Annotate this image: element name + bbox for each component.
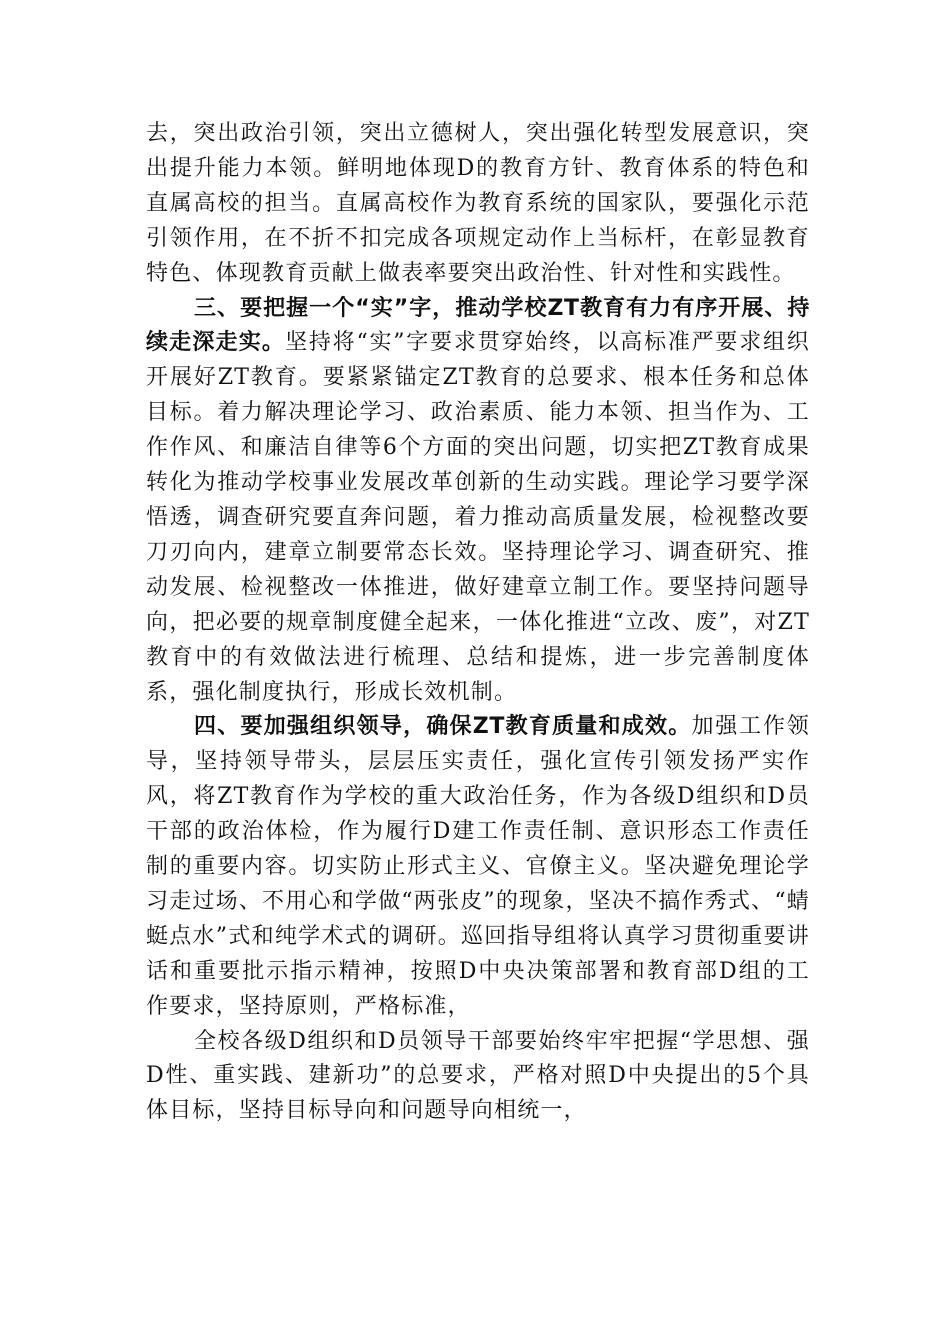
section-four-paragraph: [146, 710, 810, 1024]
closing-paragraph: [146, 1025, 810, 1130]
paragraph-continuation: [146, 117, 810, 292]
section-three-paragraph: [146, 292, 810, 711]
document-page: [146, 117, 810, 1129]
paragraph-body: 去，突出政治引领，突出立德树人，突出强化转型发展意识，突出提升能力本领。鲜明地体现D的教育方针、教育体系的特色和直属高校的担当。直属高校作为教育系统的国家队，要强化示范引领作用，在不折不扣完成各项规定动作上当标杆，在彰显教育特色、体现教育贡献上做表率要突出政治性、针对性和实践性。: [146, 121, 810, 286]
paragraph-body: 坚持将“实”字要求贯穿始终，以高标准严要求组织开展好ZT教育。要紧紧锚定ZT教育的总要求、根本任务和总体目标。着力解决理论学习、政治素质、能力本领、担当作为、工作作风、和廉洁自律等6个方面的突出问题，切实把ZT教育成果转化为推动学校事业发展改革创新的生动实践。理论学习要学深悟透，调查研究要直奔问题，着力推动高质量发展，检视整改要刀刃向内，建章立制要常态长效。坚持理论学习、调查研究、推动发展、检视整改一体推进，做好建章立制工作。要坚持问题导向，把必要的规章制度健全起来，一体化推进“立改、废”，对ZT教育中的有效做法进行梳理、总结和提炼，进一步完善制度体系，强化制度执行，形成长效机制。: [146, 330, 810, 705]
paragraph-body: 加强工作领导，坚持领导带头，层层压实责任，强化宣传引领发扬严实作风，将ZT教育作为学校的重大政治任务，作为各级D组织和D员干部的政治体检，作为履行D建工作责任制、意识形态工作责任制的重要内容。切实防止形式主义、官僚主义。坚决避免理论学习走过场、不用心和学做“两张皮”的现象，坚决不搞作秀式、“蜻蜓点水”式和纯学术式的调研。巡回指导组将认真学习贯彻重要讲话和重要批示指示精神，按照D中央决策部署和教育部D组的工作要求，坚持原则，严格标准，: [146, 714, 810, 1019]
section-heading: 三、要把握一个“实”字，推动学校ZT教育有力有序开展、持续走深走实。: [146, 295, 810, 356]
paragraph-body: 全校各级D组织和D员领导干部要始终牢牢把握“学思想、强D性、重实践、建新功”的总要求，严格对照D中央提出的5个具体目标，坚持目标导向和问题导向相统一，: [146, 1028, 810, 1124]
section-heading: 四、要加强组织领导，确保ZT教育质量和成效。: [194, 714, 692, 740]
